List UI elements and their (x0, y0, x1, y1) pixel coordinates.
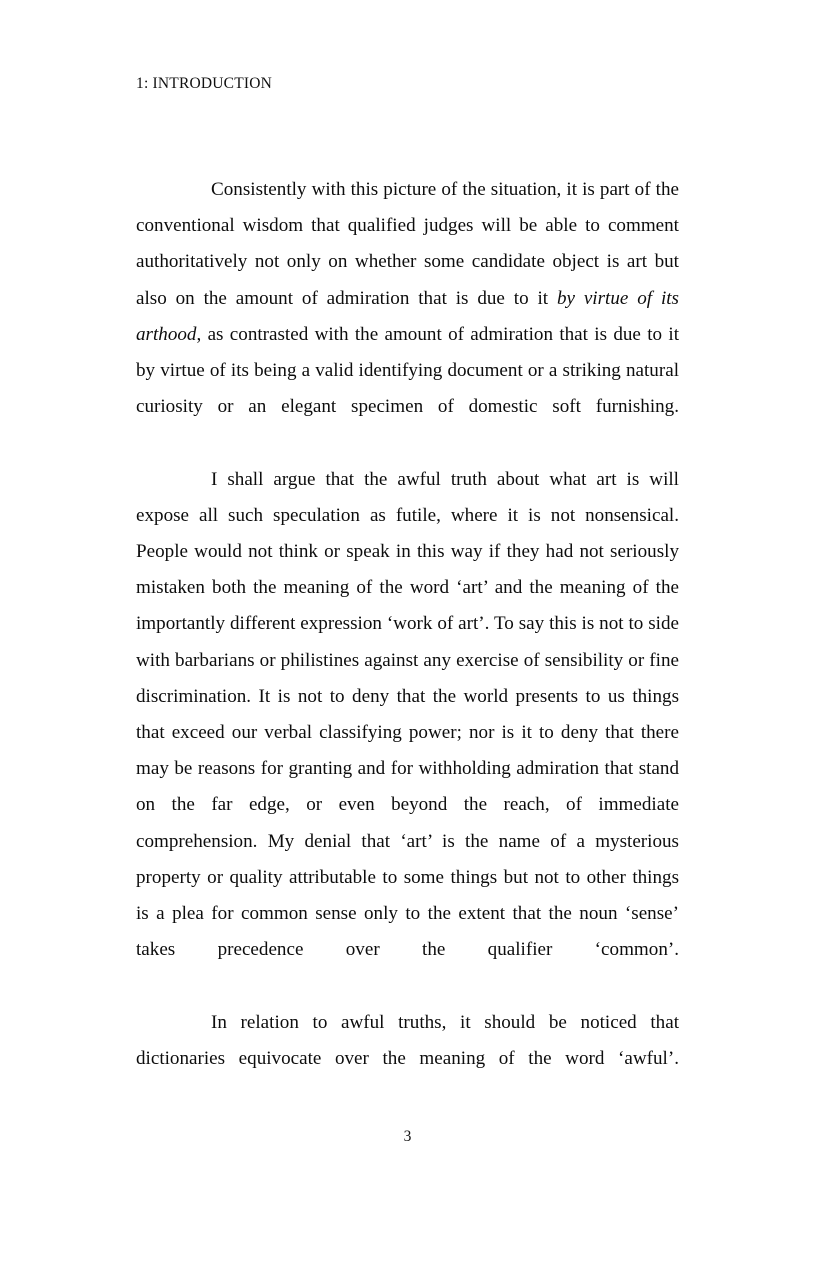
emphasis-run: by virtue of its arthood (136, 287, 679, 345)
text-run: Consistently with this picture of the situation, it is part of the conventional wisdom that qualified judges will be able to comment authoritatively not only on whether some candidate object is art but also on the amount of admiration that is due to it (136, 179, 679, 309)
paragraph-1 (136, 172, 679, 462)
text-run: In relation to awful truths, it should be noticed that dictionaries equivocate over the meaning of the word ‘awful’. (136, 1011, 679, 1069)
paragraph-2 (136, 462, 679, 1005)
text-run: , as contrasted with the amount of admiration that is due to it by virtue of its being a valid identifying document or a striking natural curiosity or an elegant specimen of domestic soft furnishing. (136, 323, 679, 418)
body-text-block (136, 172, 679, 1113)
page-number: 3 (403, 1128, 412, 1145)
paragraph-3 (136, 1005, 679, 1114)
running-header: 1: INTRODUCTION (136, 75, 273, 92)
text-run: I shall argue that the awful truth about what art is will expose all such speculation as futile, where it is not nonsensical. People would not think or speak in this way if they had not seriously mistaken both the meaning of the word ‘art’ and the meaning of the importantly different expression ‘work of art’. To say this is not to side with barbarians or philistines against any exercise of sensibility or fine discrimination. It is not to deny that the world presents to us things that exceed our verbal classifying power; nor is it to deny that there may be reasons for granting and for withholding admiration that stand on the far edge, or even beyond the reach, of immediate comprehension. My denial that ‘art’ is the name of a mysterious property or quality attributable to some things but not to other things is a plea for common sense only to the extent that the noun ‘sense’ takes precedence over the qualifier ‘common’. (136, 468, 679, 961)
